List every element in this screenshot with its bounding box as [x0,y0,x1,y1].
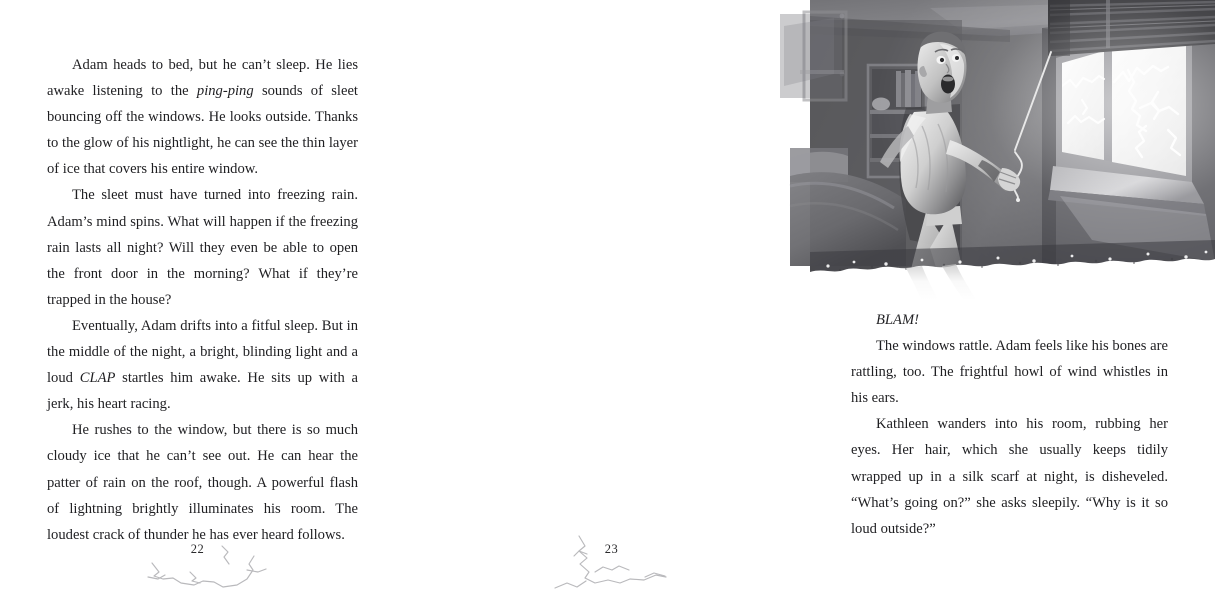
paragraph [47,182,358,312]
emphasized-text: CLAP [79,370,116,387]
body-text: He rushes to the window, but there is so much cloudy ice that he can’t see out. He can hear the patter of rain on the roof, though. A powerful flash of lightning brightly illuminates his room. The loudest crack of thunder he has ever heard follows. [47,422,358,543]
cord-tassel [1016,198,1020,202]
illustration-canvas [810,0,1215,300]
body-text: Kathleen wanders into his room, rubbing her eyes. Her hair, which she usually keeps tidily wrapped up in a silk scarf at night, is disheveled. “What’s going on?” she asks sleepily. “Why is it so loud outside?” [851,416,1168,537]
right-page-footer [405,530,810,600]
body-text: Eventually, Adam drifts into a fitful sleep. But in the middle of the night, a bright, blinding light and a loud [47,317,358,387]
page-number: 22 [190,542,205,556]
paragraph [851,411,1168,541]
left-page-text-column [47,52,358,548]
right-page [405,0,1168,600]
body-text: startles him awake. He sits up with a jerk, his heart racing. [47,370,358,413]
lightning-crack-ornament [405,530,810,600]
lightning-crack-ornament [0,530,405,600]
paragraph [851,307,1168,333]
paragraph [851,333,1168,411]
paragraph [47,417,358,547]
body-text: The sleet must have turned into freezing rain. Adam’s mind spins. What will happen if the freezing rain lasts all night? Will they even be able to open the front door in the morning? What if they’re trapped in the house? [47,187,358,308]
paragraph [47,52,358,182]
body-text: sounds of sleet bouncing off the windows. He looks outside. Thanks to the glow of his nightlight, he can see the thin layer of ice that covers his entire window. [47,83,358,178]
boy-at-window-lightning-illustration [810,0,1215,300]
body-text: The windows rattle. Adam feels like his bones are rattling, too. The frightful howl of wind whistles in his ears. [851,338,1168,407]
body-text: Adam heads to bed, but he can’t sleep. He lies awake listening to the [47,57,358,100]
paragraph [47,313,358,417]
emphasized-text: BLAM! [876,312,919,328]
emphasized-text: ping-ping [196,83,254,100]
left-page [0,0,405,600]
right-page-text-column [851,307,1168,542]
left-page-footer [0,530,405,600]
page-number: 23 [604,542,619,556]
